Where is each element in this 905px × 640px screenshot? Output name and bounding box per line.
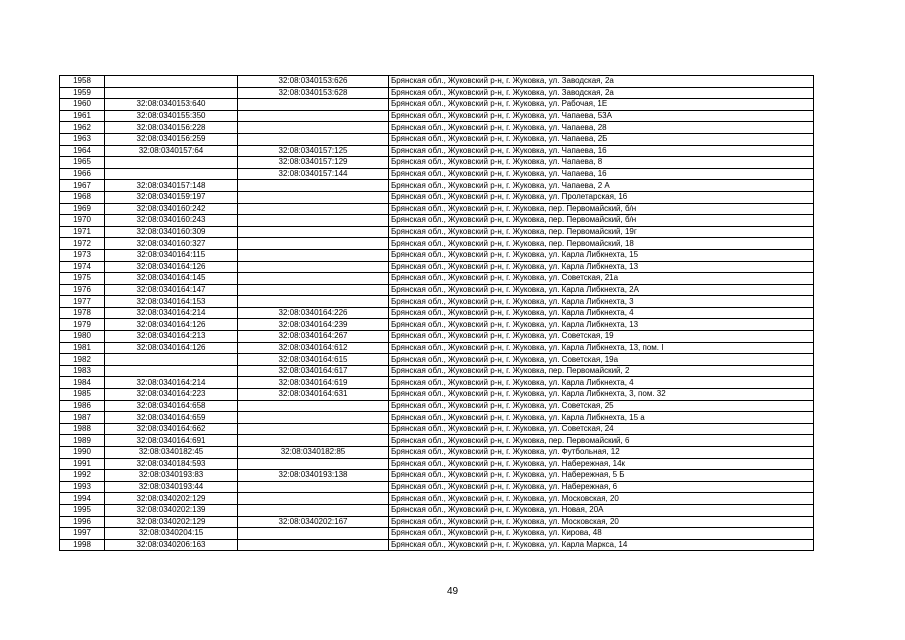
address-cell: Брянская обл., Жуковский р-н, г. Жуковка, ул. Карла Либкнехта, 4 — [389, 377, 814, 389]
object-cadastral-number-cell — [238, 122, 389, 134]
table-row — [60, 504, 814, 516]
address-cell: Брянская обл., Жуковский р-н, г. Жуковка, ул. Карла Маркса, 14 — [389, 539, 814, 551]
cadastral-number-cell: 32:08:0340164:147 — [105, 284, 238, 296]
address-cell: Брянская обл., Жуковский р-н, г. Жуковка, ул. Набережная, 5 Б — [389, 470, 814, 482]
table-row — [60, 215, 814, 227]
table-row — [60, 539, 814, 551]
row-number-cell: 1991 — [60, 458, 105, 470]
object-cadastral-number-cell — [238, 261, 389, 273]
table-row — [60, 400, 814, 412]
row-number-cell: 1962 — [60, 122, 105, 134]
cadastral-number-cell: 32:08:0340164:213 — [105, 331, 238, 343]
row-number-cell: 1990 — [60, 447, 105, 459]
object-cadastral-number-cell: 32:08:0340157:144 — [238, 168, 389, 180]
registry-table — [59, 75, 814, 551]
address-cell: Брянская обл., Жуковский р-н, г. Жуковка, ул. Карла Либкнехта, 3, пом. 32 — [389, 389, 814, 401]
object-cadastral-number-cell: 32:08:0340157:125 — [238, 145, 389, 157]
cadastral-number-cell: 32:08:0340164:691 — [105, 435, 238, 447]
row-number-cell: 1988 — [60, 423, 105, 435]
table-row — [60, 493, 814, 505]
object-cadastral-number-cell: 32:08:0340157:129 — [238, 157, 389, 169]
address-cell: Брянская обл., Жуковский р-н, г. Жуковка, пер. Первомайский, 19г — [389, 226, 814, 238]
object-cadastral-number-cell — [238, 110, 389, 122]
row-number-cell: 1996 — [60, 516, 105, 528]
table-row — [60, 249, 814, 261]
cadastral-number-cell: 32:08:0340160:327 — [105, 238, 238, 250]
address-cell: Брянская обл., Жуковский р-н, г. Жуковка, ул. Заводская, 2а — [389, 87, 814, 99]
cadastral-number-cell: 32:08:0340202:129 — [105, 516, 238, 528]
registry-table-body — [60, 76, 814, 551]
table-row — [60, 342, 814, 354]
row-number-cell: 1981 — [60, 342, 105, 354]
object-cadastral-number-cell — [238, 458, 389, 470]
table-row — [60, 238, 814, 250]
cadastral-number-cell — [105, 168, 238, 180]
row-number-cell: 1989 — [60, 435, 105, 447]
object-cadastral-number-cell — [238, 284, 389, 296]
address-cell: Брянская обл., Жуковский р-н, г. Жуковка, ул. Карла Либкнехта, 13 — [389, 261, 814, 273]
cadastral-number-cell: 32:08:0340159:197 — [105, 191, 238, 203]
object-cadastral-number-cell — [238, 528, 389, 540]
object-cadastral-number-cell — [238, 504, 389, 516]
cadastral-number-cell: 32:08:0340153:640 — [105, 99, 238, 111]
row-number-cell: 1968 — [60, 191, 105, 203]
object-cadastral-number-cell — [238, 423, 389, 435]
address-cell: Брянская обл., Жуковский р-н, г. Жуковка, пер. Первомайский, 18 — [389, 238, 814, 250]
cadastral-number-cell: 32:08:0340184:593 — [105, 458, 238, 470]
row-number-cell: 1978 — [60, 307, 105, 319]
table-row — [60, 481, 814, 493]
row-number-cell: 1985 — [60, 389, 105, 401]
row-number-cell: 1986 — [60, 400, 105, 412]
address-cell: Брянская обл., Жуковский р-н, г. Жуковка, ул. Футбольная, 12 — [389, 447, 814, 459]
cadastral-number-cell: 32:08:0340164:214 — [105, 307, 238, 319]
table-row — [60, 180, 814, 192]
row-number-cell: 1960 — [60, 99, 105, 111]
cadastral-number-cell: 32:08:0340156:228 — [105, 122, 238, 134]
object-cadastral-number-cell — [238, 412, 389, 424]
table-row — [60, 76, 814, 88]
cadastral-number-cell — [105, 87, 238, 99]
row-number-cell: 1998 — [60, 539, 105, 551]
object-cadastral-number-cell — [238, 133, 389, 145]
row-number-cell: 1967 — [60, 180, 105, 192]
address-cell: Брянская обл., Жуковский р-н, г. Жуковка, пер. Первомайский, б/н — [389, 203, 814, 215]
address-cell: Брянская обл., Жуковский р-н, г. Жуковка, ул. Советская, 21а — [389, 273, 814, 285]
address-cell: Брянская обл., Жуковский р-н, г. Жуковка, ул. Карла Либкнехта, 3 — [389, 296, 814, 308]
cadastral-number-cell: 32:08:0340164:153 — [105, 296, 238, 308]
row-number-cell: 1983 — [60, 365, 105, 377]
row-number-cell: 1976 — [60, 284, 105, 296]
object-cadastral-number-cell — [238, 481, 389, 493]
cadastral-number-cell: 32:08:0340160:309 — [105, 226, 238, 238]
address-cell: Брянская обл., Жуковский р-н, г. Жуковка, ул. Карла Либкнехта, 4 — [389, 307, 814, 319]
cadastral-number-cell: 32:08:0340164:214 — [105, 377, 238, 389]
table-row — [60, 458, 814, 470]
address-cell: Брянская обл., Жуковский р-н, г. Жуковка, ул. Московская, 20 — [389, 493, 814, 505]
row-number-cell: 1994 — [60, 493, 105, 505]
cadastral-number-cell: 32:08:0340160:242 — [105, 203, 238, 215]
cadastral-number-cell: 32:08:0340157:64 — [105, 145, 238, 157]
row-number-cell: 1980 — [60, 331, 105, 343]
table-row — [60, 319, 814, 331]
table-row — [60, 354, 814, 366]
cadastral-number-cell: 32:08:0340160:243 — [105, 215, 238, 227]
table-row — [60, 145, 814, 157]
table-row — [60, 377, 814, 389]
address-cell: Брянская обл., Жуковский р-н, г. Жуковка, ул. Набережная, 6 — [389, 481, 814, 493]
cadastral-number-cell: 32:08:0340157:148 — [105, 180, 238, 192]
address-cell: Брянская обл., Жуковский р-н, г. Жуковка, ул. Чапаева, 16 — [389, 145, 814, 157]
cadastral-number-cell: 32:08:0340193:44 — [105, 481, 238, 493]
cadastral-number-cell: 32:08:0340206:163 — [105, 539, 238, 551]
object-cadastral-number-cell: 32:08:0340164:617 — [238, 365, 389, 377]
row-number-cell: 1977 — [60, 296, 105, 308]
address-cell: Брянская обл., Жуковский р-н, г. Жуковка, ул. Советская, 19 — [389, 331, 814, 343]
cadastral-number-cell: 32:08:0340164:115 — [105, 249, 238, 261]
cadastral-number-cell: 32:08:0340164:658 — [105, 400, 238, 412]
object-cadastral-number-cell: 32:08:0340164:267 — [238, 331, 389, 343]
address-cell: Брянская обл., Жуковский р-н, г. Жуковка, ул. Чапаева, 28 — [389, 122, 814, 134]
address-cell: Брянская обл., Жуковский р-н, г. Жуковка, ул. Новая, 20А — [389, 504, 814, 516]
object-cadastral-number-cell — [238, 400, 389, 412]
cadastral-number-cell: 32:08:0340155:350 — [105, 110, 238, 122]
address-cell: Брянская обл., Жуковский р-н, г. Жуковка, ул. Заводская, 2а — [389, 76, 814, 88]
object-cadastral-number-cell — [238, 191, 389, 203]
object-cadastral-number-cell: 32:08:0340164:239 — [238, 319, 389, 331]
cadastral-number-cell: 32:08:0340164:126 — [105, 261, 238, 273]
row-number-cell: 1958 — [60, 76, 105, 88]
object-cadastral-number-cell: 32:08:0340182:85 — [238, 447, 389, 459]
cadastral-number-cell: 32:08:0340164:223 — [105, 389, 238, 401]
address-cell: Брянская обл., Жуковский р-н, г. Жуковка, ул. Чапаева, 8 — [389, 157, 814, 169]
row-number-cell: 1969 — [60, 203, 105, 215]
row-number-cell: 1970 — [60, 215, 105, 227]
address-cell: Брянская обл., Жуковский р-н, г. Жуковка, пер. Первомайский, 6 — [389, 435, 814, 447]
table-row — [60, 423, 814, 435]
table-row — [60, 168, 814, 180]
table-row — [60, 133, 814, 145]
table-row — [60, 273, 814, 285]
cadastral-number-cell — [105, 157, 238, 169]
object-cadastral-number-cell: 32:08:0340164:631 — [238, 389, 389, 401]
object-cadastral-number-cell — [238, 435, 389, 447]
address-cell: Брянская обл., Жуковский р-н, г. Жуковка, ул. Советская, 25 — [389, 400, 814, 412]
table-row — [60, 261, 814, 273]
table-row — [60, 122, 814, 134]
row-number-cell: 1961 — [60, 110, 105, 122]
address-cell: Брянская обл., Жуковский р-н, г. Жуковка, ул. Чапаева, 16 — [389, 168, 814, 180]
table-row — [60, 203, 814, 215]
object-cadastral-number-cell — [238, 99, 389, 111]
cadastral-number-cell: 32:08:0340164:659 — [105, 412, 238, 424]
table-row — [60, 191, 814, 203]
row-number-cell: 1979 — [60, 319, 105, 331]
cadastral-number-cell — [105, 354, 238, 366]
row-number-cell: 1993 — [60, 481, 105, 493]
cadastral-number-cell — [105, 365, 238, 377]
address-cell: Брянская обл., Жуковский р-н, г. Жуковка, ул. Карла Либкнехта, 13, пом. I — [389, 342, 814, 354]
address-cell: Брянская обл., Жуковский р-н, г. Жуковка, ул. Московская, 20 — [389, 516, 814, 528]
table-row — [60, 284, 814, 296]
table-row — [60, 296, 814, 308]
row-number-cell: 1964 — [60, 145, 105, 157]
address-cell: Брянская обл., Жуковский р-н, г. Жуковка, ул. Карла Либкнехта, 13 — [389, 319, 814, 331]
row-number-cell: 1995 — [60, 504, 105, 516]
object-cadastral-number-cell — [238, 180, 389, 192]
row-number-cell: 1997 — [60, 528, 105, 540]
table-row — [60, 412, 814, 424]
page-number: 49 — [446, 586, 459, 597]
object-cadastral-number-cell — [238, 215, 389, 227]
object-cadastral-number-cell — [238, 226, 389, 238]
address-cell: Брянская обл., Жуковский р-н, г. Жуковка, ул. Чапаева, 2Б — [389, 133, 814, 145]
object-cadastral-number-cell: 32:08:0340153:626 — [238, 76, 389, 88]
row-number-cell: 1975 — [60, 273, 105, 285]
table-row — [60, 435, 814, 447]
row-number-cell: 1963 — [60, 133, 105, 145]
table-row — [60, 447, 814, 459]
cadastral-number-cell: 32:08:0340164:662 — [105, 423, 238, 435]
object-cadastral-number-cell — [238, 238, 389, 250]
table-row — [60, 99, 814, 111]
cadastral-number-cell: 32:08:0340182:45 — [105, 447, 238, 459]
cadastral-number-cell: 32:08:0340204:15 — [105, 528, 238, 540]
address-cell: Брянская обл., Жуковский р-н, г. Жуковка, ул. Чапаева, 2 А — [389, 180, 814, 192]
object-cadastral-number-cell: 32:08:0340153:628 — [238, 87, 389, 99]
address-cell: Брянская обл., Жуковский р-н, г. Жуковка, ул. Кирова, 48 — [389, 528, 814, 540]
cadastral-number-cell: 32:08:0340164:126 — [105, 319, 238, 331]
address-cell: Брянская обл., Жуковский р-н, г. Жуковка, ул. Карла Либкнехта, 2А — [389, 284, 814, 296]
object-cadastral-number-cell — [238, 296, 389, 308]
row-number-cell: 1971 — [60, 226, 105, 238]
address-cell: Брянская обл., Жуковский р-н, г. Жуковка, пер. Первомайский, 2 — [389, 365, 814, 377]
row-number-cell: 1984 — [60, 377, 105, 389]
address-cell: Брянская обл., Жуковский р-н, г. Жуковка, ул. Набережная, 14к — [389, 458, 814, 470]
cadastral-number-cell: 32:08:0340164:145 — [105, 273, 238, 285]
object-cadastral-number-cell: 32:08:0340164:612 — [238, 342, 389, 354]
table-row — [60, 307, 814, 319]
object-cadastral-number-cell: 32:08:0340164:226 — [238, 307, 389, 319]
cadastral-number-cell: 32:08:0340164:126 — [105, 342, 238, 354]
address-cell: Брянская обл., Жуковский р-н, г. Жуковка, ул. Чапаева, 53А — [389, 110, 814, 122]
row-number-cell: 1959 — [60, 87, 105, 99]
address-cell: Брянская обл., Жуковский р-н, г. Жуковка, пер. Первомайский, б/н — [389, 215, 814, 227]
address-cell: Брянская обл., Жуковский р-н, г. Жуковка, ул. Советская, 19а — [389, 354, 814, 366]
object-cadastral-number-cell: 32:08:0340164:619 — [238, 377, 389, 389]
cadastral-number-cell — [105, 76, 238, 88]
table-row — [60, 516, 814, 528]
row-number-cell: 1972 — [60, 238, 105, 250]
row-number-cell: 1987 — [60, 412, 105, 424]
address-cell: Брянская обл., Жуковский р-н, г. Жуковка, ул. Карла Либкнехта, 15 — [389, 249, 814, 261]
address-cell: Брянская обл., Жуковский р-н, г. Жуковка, ул. Пролетарская, 16 — [389, 191, 814, 203]
table-row — [60, 110, 814, 122]
object-cadastral-number-cell — [238, 539, 389, 551]
cadastral-number-cell: 32:08:0340202:129 — [105, 493, 238, 505]
cadastral-number-cell: 32:08:0340156:259 — [105, 133, 238, 145]
object-cadastral-number-cell: 32:08:0340164:615 — [238, 354, 389, 366]
row-number-cell: 1992 — [60, 470, 105, 482]
cadastral-number-cell: 32:08:0340202:139 — [105, 504, 238, 516]
row-number-cell: 1965 — [60, 157, 105, 169]
table-row — [60, 226, 814, 238]
object-cadastral-number-cell: 32:08:0340202:167 — [238, 516, 389, 528]
address-cell: Брянская обл., Жуковский р-н, г. Жуковка, ул. Рабочая, 1Е — [389, 99, 814, 111]
table-row — [60, 470, 814, 482]
row-number-cell: 1982 — [60, 354, 105, 366]
cadastral-number-cell: 32:08:0340193:83 — [105, 470, 238, 482]
row-number-cell: 1966 — [60, 168, 105, 180]
table-row — [60, 528, 814, 540]
address-cell: Брянская обл., Жуковский р-н, г. Жуковка, ул. Советская, 24 — [389, 423, 814, 435]
address-cell: Брянская обл., Жуковский р-н, г. Жуковка, ул. Карла Либкнехта, 15 а — [389, 412, 814, 424]
table-row — [60, 87, 814, 99]
row-number-cell: 1974 — [60, 261, 105, 273]
table-row — [60, 365, 814, 377]
object-cadastral-number-cell — [238, 273, 389, 285]
table-row — [60, 157, 814, 169]
table-row — [60, 331, 814, 343]
object-cadastral-number-cell — [238, 249, 389, 261]
object-cadastral-number-cell — [238, 203, 389, 215]
object-cadastral-number-cell: 32:08:0340193:138 — [238, 470, 389, 482]
object-cadastral-number-cell — [238, 493, 389, 505]
row-number-cell: 1973 — [60, 249, 105, 261]
table-row — [60, 389, 814, 401]
